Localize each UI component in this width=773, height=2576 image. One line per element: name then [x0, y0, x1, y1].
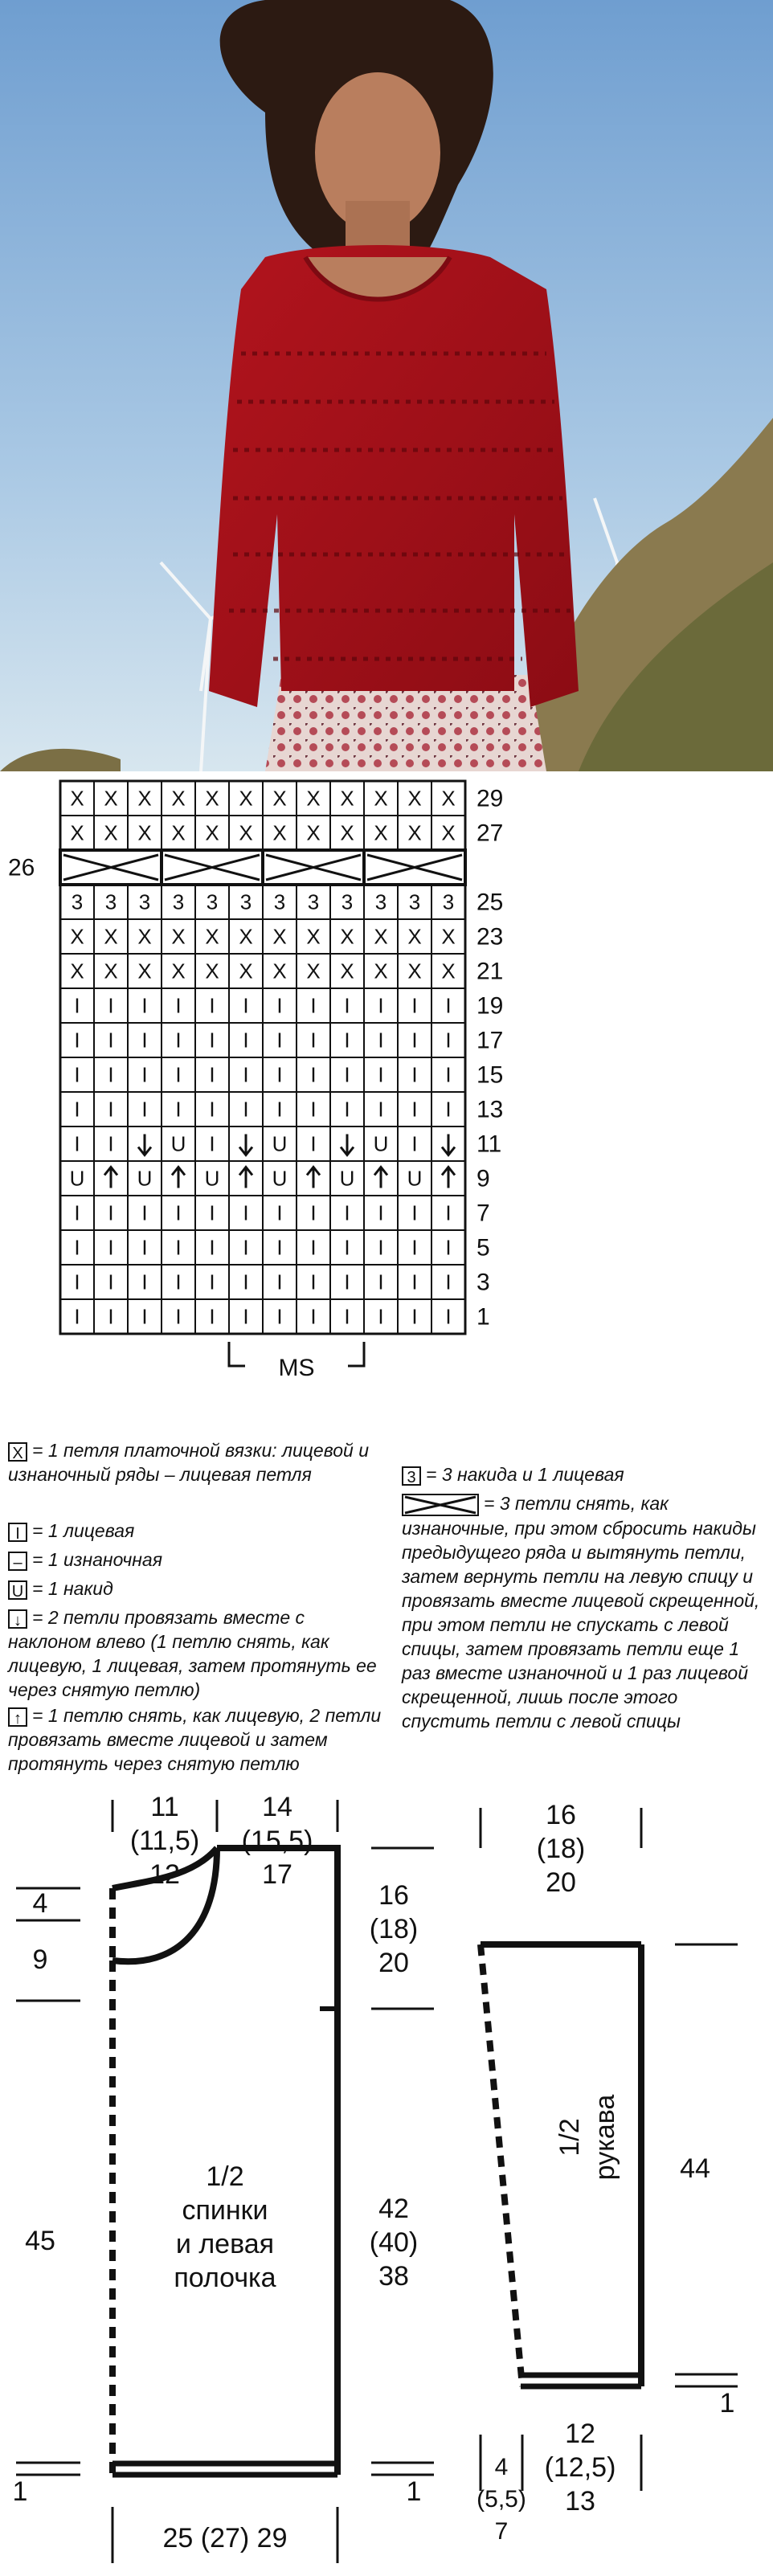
- chart-cell-symbol: I: [108, 1235, 114, 1260]
- chart-cell-symbol: X: [104, 924, 118, 949]
- row-number-label: 13: [476, 1096, 504, 1123]
- chart-cell-symbol: 3: [71, 889, 84, 914]
- chart-cell-symbol: I: [108, 1131, 114, 1156]
- chart-cell-symbol: X: [70, 820, 84, 845]
- chart-cell-symbol: I: [411, 1062, 418, 1087]
- chart-cell-symbol: I: [344, 993, 350, 1018]
- chart-cell-symbol: U: [339, 1166, 355, 1191]
- chart-cell-symbol: 3: [307, 889, 320, 914]
- chart-cell-symbol: X: [239, 820, 253, 845]
- body-piece-label: 1/2: [206, 2161, 244, 2192]
- legend-knit-text: = 1 лицевая: [32, 1520, 135, 1541]
- row-number-label: 25: [476, 889, 504, 916]
- chart-cell-symbol: I: [378, 1235, 384, 1260]
- chart-cell-symbol: I: [445, 1097, 452, 1122]
- chart-cell-symbol: I: [209, 1131, 215, 1156]
- side-length-1: 42: [378, 2194, 409, 2224]
- side-length-3: 38: [378, 2261, 409, 2292]
- chart-cell-symbol: I: [141, 1304, 148, 1329]
- cuff-width-1: 12: [565, 2419, 595, 2449]
- chart-cell-symbol: I: [344, 1097, 350, 1122]
- chart-cell-symbol: X: [407, 959, 422, 983]
- chart-cell-symbol: I: [310, 1131, 317, 1156]
- row-number-26: 26: [8, 854, 35, 881]
- chart-cell-symbol: X: [374, 820, 388, 845]
- chart-cell-symbol: X: [340, 924, 354, 949]
- chart-cell-symbol: I: [411, 993, 418, 1018]
- chart-cell-symbol: I: [445, 993, 452, 1018]
- chart-cell-symbol: X: [272, 959, 287, 983]
- chart-cell-symbol: U: [272, 1166, 288, 1191]
- chart-cell-symbol: U: [170, 1131, 186, 1156]
- pattern-diagram: [0, 1792, 773, 2576]
- chart-cell-symbol: I: [411, 1097, 418, 1122]
- chart-cell-symbol: I: [378, 1270, 384, 1294]
- legend-knit: [8, 1519, 386, 1543]
- chart-cell-symbol: I: [243, 993, 249, 1018]
- chart-cell-symbol: X: [239, 786, 253, 811]
- ms-label: MS: [278, 1355, 315, 1381]
- legend-yo: [8, 1576, 386, 1601]
- body-piece-label: и левая: [175, 2229, 275, 2259]
- sleeve-top-width-2: (18): [536, 1834, 586, 1864]
- neck-depth-label: 9: [32, 1944, 48, 1975]
- purl-symbol: –: [8, 1552, 27, 1571]
- chart-cell-symbol: I: [141, 1270, 148, 1294]
- chart-cell-symbol: I: [74, 1235, 80, 1260]
- chart-cell-symbol: X: [70, 924, 84, 949]
- total-length-label: 45: [25, 2226, 55, 2256]
- chart-cell-symbol: I: [243, 1028, 249, 1053]
- chart-cell-symbol: I: [141, 1200, 148, 1225]
- chart-cell-symbol: I: [243, 1270, 249, 1294]
- row-number-label: 1: [476, 1303, 490, 1331]
- neck-width-1: 11: [150, 1792, 179, 1822]
- legend-three-wraps: [402, 1462, 763, 1486]
- legend-purl-text: = 1 изнаночная: [32, 1549, 162, 1570]
- chart-cell-symbol: X: [137, 959, 152, 983]
- chart-cell-symbol: X: [441, 820, 456, 845]
- model-photo: [0, 0, 773, 771]
- chart-cell-symbol: I: [74, 1097, 80, 1122]
- chart-cell-symbol: I: [411, 1131, 418, 1156]
- chart-cell-symbol: I: [74, 1304, 80, 1329]
- row-number-label: 17: [476, 1027, 504, 1054]
- legend: [0, 1438, 773, 1784]
- chart-cell-symbol: X: [239, 924, 253, 949]
- chart-cell-symbol: I: [310, 1062, 317, 1087]
- chart-cell-symbol: X: [407, 820, 422, 845]
- chart-cell-symbol: I: [445, 1028, 452, 1053]
- knit-symbol: I: [8, 1523, 27, 1542]
- hem-right-label: 1: [406, 2476, 422, 2507]
- side-length-2: (40): [369, 2227, 419, 2258]
- chart-cell-symbol: X: [70, 786, 84, 811]
- chart-cell-symbol: I: [378, 993, 384, 1018]
- chart-cell-symbol: I: [74, 1270, 80, 1294]
- chart-cell-symbol: I: [108, 1028, 114, 1053]
- arrow-up-icon: ↑: [8, 1707, 27, 1727]
- knitting-chart: [0, 771, 773, 1381]
- chart-cell-symbol: 3: [104, 889, 117, 914]
- legend-cross3: [402, 1491, 763, 1733]
- chart-cell-symbol: X: [374, 924, 388, 949]
- chart-cell-symbol: I: [108, 1200, 114, 1225]
- chart-cell-symbol: I: [243, 1304, 249, 1329]
- chart-cell-symbol: I: [175, 1200, 182, 1225]
- chart-cell-symbol: X: [171, 786, 186, 811]
- chart-cell-symbol: I: [243, 1097, 249, 1122]
- chart-cell-symbol: I: [74, 1028, 80, 1053]
- chart-cell-symbol: I: [209, 1097, 215, 1122]
- chart-cell-symbol: 3: [206, 889, 219, 914]
- chart-cell-symbol: X: [70, 959, 84, 983]
- chart-cell-symbol: X: [306, 924, 321, 949]
- sleeve-top-width-1: 16: [546, 1800, 576, 1830]
- chart-cell-symbol: I: [276, 1304, 283, 1329]
- row-number-label: 23: [476, 923, 504, 951]
- chart-cell-symbol: I: [310, 1097, 317, 1122]
- chart-cell-symbol: I: [310, 1200, 317, 1225]
- chart-cell-symbol: I: [141, 1062, 148, 1087]
- chart-cell-symbol: 3: [442, 889, 455, 914]
- body-piece-label: спинки: [182, 2195, 268, 2226]
- chart-cell-symbol: X: [306, 786, 321, 811]
- chart-cell-symbol: X: [205, 786, 219, 811]
- chart-cell-symbol: X: [340, 820, 354, 845]
- chart-cell-symbol: X: [272, 820, 287, 845]
- chart-cell-symbol: I: [310, 1028, 317, 1053]
- chart-cell-symbol: I: [141, 1235, 148, 1260]
- chart-cell-symbol: I: [378, 1304, 384, 1329]
- hem-left-label: 1: [12, 2476, 28, 2507]
- chart-cell-symbol: I: [175, 1270, 182, 1294]
- chart-cell-symbol: I: [276, 993, 283, 1018]
- chart-cell-symbol: 3: [408, 889, 421, 914]
- chart-cell-symbol: X: [104, 959, 118, 983]
- chart-cell-symbol: X: [171, 924, 186, 949]
- shoulder-width-1: 14: [262, 1792, 292, 1822]
- armhole-depth-3: 20: [378, 1948, 409, 1978]
- row-number-label: 7: [476, 1200, 490, 1227]
- chart-cell-symbol: I: [141, 1097, 148, 1122]
- chart-cell-symbol: X: [441, 959, 456, 983]
- chart-cell-symbol: I: [209, 1304, 215, 1329]
- chart-cell-symbol: I: [243, 1200, 249, 1225]
- chart-cell-symbol: U: [272, 1131, 288, 1156]
- row-number-label: 15: [476, 1061, 504, 1089]
- chart-cell-symbol: I: [108, 1062, 114, 1087]
- sleeve-piece-label: [554, 2095, 620, 2181]
- chart-cell-symbol: X: [306, 820, 321, 845]
- row-number-label: 19: [476, 992, 504, 1020]
- chart-cell-symbol: 3: [172, 889, 185, 914]
- chart-cell-symbol: X: [306, 959, 321, 983]
- row-number-label: 3: [476, 1269, 490, 1296]
- chart-cell-symbol: I: [108, 993, 114, 1018]
- chart-cell-symbol: I: [175, 1304, 182, 1329]
- row-number-label: 21: [476, 958, 504, 985]
- chart-cell-symbol: I: [344, 1270, 350, 1294]
- chart-cell-symbol: X: [340, 959, 354, 983]
- chart-cell-symbol: I: [175, 1235, 182, 1260]
- chart-cell-symbol: I: [378, 1097, 384, 1122]
- chart-cell-symbol: U: [204, 1166, 220, 1191]
- neck-top-label: 4: [32, 1888, 48, 1919]
- chart-cell-symbol: I: [310, 1235, 317, 1260]
- chart-cell-symbol: X: [272, 924, 287, 949]
- chart-cell-symbol: I: [243, 1062, 249, 1087]
- chart-cell-symbol: I: [445, 1304, 452, 1329]
- ms-bracket: [229, 1342, 245, 1366]
- chart-cell-symbol: X: [374, 786, 388, 811]
- chart-cell-symbol: X: [137, 820, 152, 845]
- chart-cell-symbol: I: [445, 1062, 452, 1087]
- chart-cell-symbol: I: [344, 1200, 350, 1225]
- legend-k2tog-left: [8, 1605, 386, 1702]
- chart-cell-symbol: I: [411, 1200, 418, 1225]
- chart-cell-symbol: X: [441, 786, 456, 811]
- chart-cell-symbol: I: [344, 1062, 350, 1087]
- chart-cell-symbol: 3: [341, 889, 354, 914]
- chart-cell-symbol: I: [344, 1235, 350, 1260]
- chart-cell-symbol: 3: [138, 889, 151, 914]
- chart-cell-symbol: I: [175, 1028, 182, 1053]
- chart-cell-symbol: 3: [239, 889, 252, 914]
- chart-cell-symbol: I: [310, 1304, 317, 1329]
- cuff-width-3: 13: [565, 2486, 595, 2517]
- chart-cell-symbol: I: [74, 1062, 80, 1087]
- legend-purl: [8, 1548, 386, 1572]
- legend-sl-k2tog-psso-text: = 1 петлю снять, как лицевую, 2 петли провязать вместе лицевой и затем протянуть через снятую петлю: [8, 1705, 382, 1774]
- body-width-label: 25 (27) 29: [162, 2523, 288, 2554]
- shoulder-width-3: 17: [262, 1859, 292, 1890]
- chart-cell-symbol: I: [276, 1235, 283, 1260]
- chart-cell-symbol: X: [137, 786, 152, 811]
- chart-cell-symbol: X: [272, 786, 287, 811]
- chart-cell-symbol: I: [175, 1062, 182, 1087]
- chart-cell-symbol: X: [205, 820, 219, 845]
- chart-cell-symbol: I: [378, 1200, 384, 1225]
- chart-cell-symbol: I: [445, 1235, 452, 1260]
- chart-cell-symbol: X: [137, 924, 152, 949]
- chart-cell-symbol: X: [104, 820, 118, 845]
- chart-cell-symbol: I: [74, 993, 80, 1018]
- neck-width-3: 12: [149, 1859, 180, 1890]
- svg-text:1/2: 1/2: [554, 2118, 585, 2157]
- chart-cell-symbol: I: [74, 1131, 80, 1156]
- cuff-side-2: (5,5): [476, 2486, 526, 2513]
- row-number-label: 11: [476, 1131, 502, 1158]
- chart-cell-symbol: I: [411, 1235, 418, 1260]
- sleeve-cuff-label: 1: [719, 2388, 735, 2419]
- chart-cell-symbol: I: [310, 993, 317, 1018]
- chart-cell-symbol: I: [108, 1270, 114, 1294]
- chart-cell-symbol: X: [407, 924, 422, 949]
- chart-cell-symbol: U: [407, 1166, 423, 1191]
- chart-cell-symbol: I: [445, 1270, 452, 1294]
- chart-cell-symbol: I: [445, 1200, 452, 1225]
- legend-garter: [8, 1438, 386, 1486]
- chart-cell-symbol: I: [141, 993, 148, 1018]
- legend-cross3-text: = 3 петли снять, как изнаночные, при этом сбросить накиды предыдущего ряда и вытянуть петли, затем вернуть петли на левую спицу и провязать вместе лицевой скрещенной, при этом петли не спускать с левой спицы, затем провязать петли еще 1 раз вместе изнаночной и 1 раз лицевой скрещенной, лишь после этого спустить петли с левой спицы: [402, 1493, 760, 1732]
- chart-cell-symbol: I: [209, 1028, 215, 1053]
- cuff-side-1: 4: [494, 2454, 509, 2480]
- chart-cell-symbol: U: [137, 1166, 153, 1191]
- chart-cell-symbol: U: [373, 1131, 389, 1156]
- chart-cell-symbol: I: [276, 1200, 283, 1225]
- chart-cell-symbol: I: [74, 1200, 80, 1225]
- chart-cell-symbol: I: [411, 1270, 418, 1294]
- chart-cell-symbol: X: [239, 959, 253, 983]
- body-piece-label: полочка: [174, 2263, 276, 2293]
- chart-cell-symbol: X: [205, 959, 219, 983]
- row-number-label: 27: [476, 820, 504, 847]
- chart-cell-symbol: I: [175, 993, 182, 1018]
- svg-text:рукава: рукава: [590, 2094, 620, 2181]
- chart-cell-symbol: I: [209, 993, 215, 1018]
- row-number-label: 29: [476, 785, 504, 812]
- yarn-over-symbol: U: [8, 1580, 27, 1600]
- neck-width-2: (11,5): [129, 1826, 200, 1856]
- chart-cell-symbol: X: [205, 924, 219, 949]
- chart-cell-symbol: I: [310, 1270, 317, 1294]
- chart-cell-symbol: I: [108, 1304, 114, 1329]
- shoulder-width-2: (15,5): [241, 1826, 313, 1856]
- chart-cell-symbol: 3: [273, 889, 286, 914]
- chart-cell-symbol: X: [441, 924, 456, 949]
- chart-cell-symbol: I: [378, 1062, 384, 1087]
- chart-cell-symbol: I: [209, 1200, 215, 1225]
- chart-cell-symbol: I: [344, 1304, 350, 1329]
- chart-cell-symbol: I: [243, 1235, 249, 1260]
- legend-k2tog-left-text: = 2 петли провязать вместе с наклоном влево (1 петлю снять, как лицевую, 1 лицевая, затем протянуть ее через снятую петлю): [8, 1607, 377, 1700]
- chart-cell-symbol: 3: [374, 889, 387, 914]
- chart-cell-symbol: I: [276, 1028, 283, 1053]
- legend-yo-text: = 1 накид: [32, 1578, 113, 1599]
- chart-cell-symbol: X: [407, 786, 422, 811]
- armhole-depth-2: (18): [369, 1914, 419, 1944]
- legend-three-wraps-text: = 3 накида и 1 лицевая: [426, 1464, 624, 1485]
- chart-cell-symbol: I: [276, 1097, 283, 1122]
- chart-cell-symbol: I: [209, 1062, 215, 1087]
- chart-cell-symbol: I: [141, 1028, 148, 1053]
- chart-cell-symbol: I: [378, 1028, 384, 1053]
- legend-garter-text: = 1 петля платочной вязки: лицевой и изнаночный ряды – лицевая петля: [8, 1440, 369, 1485]
- cuff-width-2: (12,5): [544, 2452, 616, 2483]
- arrow-down-icon: ↓: [8, 1609, 27, 1629]
- sleeve-top-width-3: 20: [546, 1867, 576, 1898]
- chart-cell-symbol: I: [276, 1062, 283, 1087]
- chart-cell-symbol: I: [209, 1270, 215, 1294]
- chart-cell-symbol: I: [411, 1028, 418, 1053]
- chart-cell-symbol: X: [104, 786, 118, 811]
- chart-cell-symbol: I: [276, 1270, 283, 1294]
- chart-cell-symbol: X: [340, 786, 354, 811]
- chart-cell-symbol: I: [209, 1235, 215, 1260]
- three-wraps-symbol: 3: [402, 1466, 421, 1486]
- cross-stitch-icon: [402, 1494, 479, 1516]
- legend-sl-k2tog-psso: [8, 1703, 386, 1776]
- garter-symbol: X: [8, 1442, 27, 1462]
- row-number-label: 5: [476, 1234, 490, 1261]
- row-number-label: 9: [476, 1165, 490, 1192]
- armhole-depth-1: 16: [378, 1880, 409, 1911]
- chart-cell-symbol: U: [69, 1166, 85, 1191]
- chart-cell-symbol: I: [108, 1097, 114, 1122]
- chart-cell-symbol: I: [344, 1028, 350, 1053]
- chart-cell-symbol: I: [175, 1097, 182, 1122]
- chart-cell-symbol: X: [374, 959, 388, 983]
- sleeve-length-label: 44: [680, 2153, 710, 2184]
- cuff-side-3: 7: [494, 2518, 509, 2545]
- chart-cell-symbol: X: [171, 820, 186, 845]
- chart-cell-symbol: X: [171, 959, 186, 983]
- chart-cell-symbol: I: [411, 1304, 418, 1329]
